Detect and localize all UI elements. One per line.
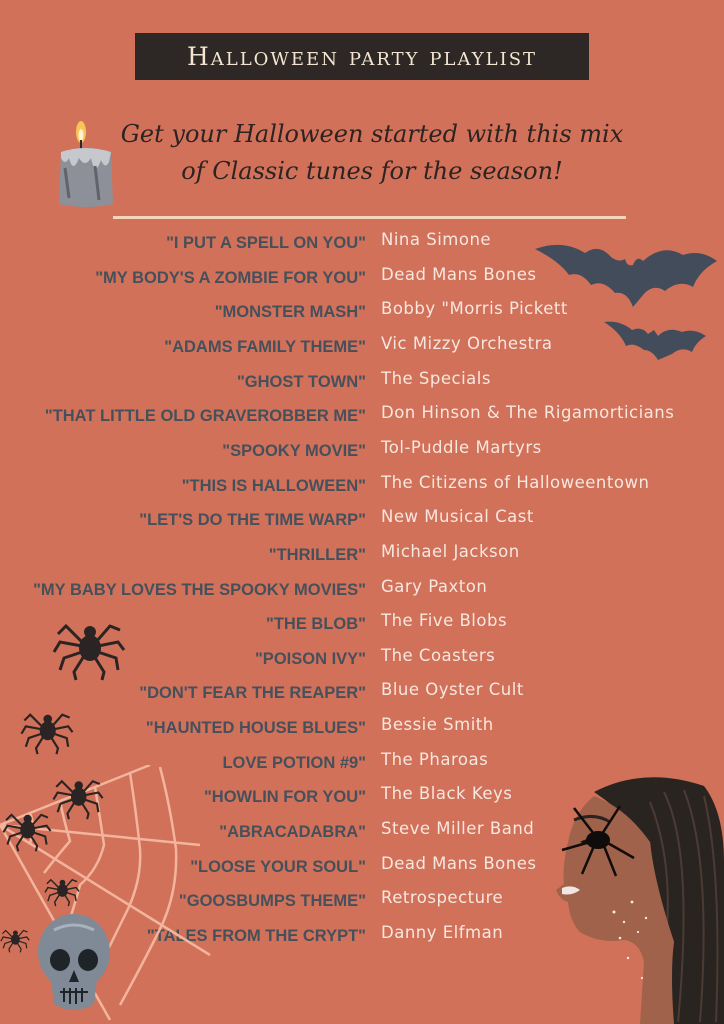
song-title: "TALES FROM THE CRYPT" [146, 927, 366, 945]
song-title: "MY BODY'S A ZOMBIE FOR YOU" [95, 268, 366, 287]
artist-name: The Specials [381, 368, 491, 388]
artist-name: New Musical Cast [381, 507, 534, 527]
song-title: "THE BLOB" [266, 615, 366, 634]
artist-name: Gary Paxton [381, 576, 488, 596]
spider-icon [2, 804, 52, 854]
artist-name: Dead Mans Bones [381, 264, 537, 284]
divider [113, 216, 626, 219]
artist-name: Nina Simone [381, 230, 492, 249]
spider-icon [52, 770, 104, 822]
song-title: "MY BABY LOVES THE SPOOKY MOVIES" [33, 580, 366, 599]
artist-name: Danny Elfman [381, 923, 504, 942]
song-title: "DON'T FEAR THE REAPER" [139, 684, 366, 703]
artist-name: Bobby "Morris Pickett [381, 299, 568, 319]
spider-icon [52, 612, 126, 682]
song-title: "MONSTER MASH" [214, 303, 366, 322]
intro-text [102, 116, 642, 190]
song-title: "HAUNTED HOUSE BLUES" [145, 719, 366, 738]
skull-icon [34, 912, 114, 1016]
artist-name: Don Hinson & The Rigamorticians [381, 403, 675, 423]
artist-name: Michael Jackson [381, 541, 520, 561]
song-title: "GOOSBUMPS THEME" [178, 892, 366, 911]
woman-illustration [554, 772, 724, 1024]
artist-name: The Citizens of Halloweentown [381, 472, 650, 492]
song-title: LOVE POTION #9" [222, 753, 366, 772]
song-title: "LOOSE YOUR SOUL" [190, 857, 366, 876]
song-title: "LET'S DO THE TIME WARP" [139, 511, 366, 530]
artist-name: Steve Miller Band [381, 819, 535, 839]
song-title: "GHOST TOWN" [236, 372, 366, 391]
song-title: "THAT LITTLE OLD GRAVEROBBER ME" [44, 407, 366, 426]
bat-icon [602, 318, 708, 362]
intro-line-1: Get your Halloween started with this mix [120, 120, 624, 148]
song-title: "ADAMS FAMILY THEME" [164, 337, 366, 356]
song-title: "POISON IVY" [254, 649, 366, 668]
song-title: "THRILLER" [268, 545, 366, 564]
artist-name: The Five Blobs [381, 611, 508, 631]
artist-name: The Pharoas [381, 749, 489, 769]
artist-name: The Black Keys [381, 784, 513, 804]
intro-line-2: of Classic tunes for the season! [181, 157, 563, 185]
song-title: "HOWLIN FOR YOU" [203, 788, 366, 807]
spider-icon [20, 703, 74, 757]
spider-icon [44, 872, 80, 908]
artist-name: Bessie Smith [381, 715, 494, 735]
artist-name: Vic Mizzy Orchestra [381, 333, 553, 353]
song-title: "THIS IS HALLOWEEN" [181, 476, 366, 495]
artist-name: Blue Oyster Cult [381, 680, 524, 700]
title-banner [135, 33, 589, 80]
bat-icon [533, 235, 719, 311]
song-title: "I PUT A SPELL ON YOU" [166, 234, 366, 252]
page-title: Halloween party playlist [186, 42, 538, 71]
artist-name: The Coasters [381, 645, 496, 665]
song-title: "SPOOKY MOVIE" [222, 441, 366, 460]
artist-name: Retrospecture [381, 888, 504, 908]
artist-name: Dead Mans Bones [381, 853, 537, 873]
artist-name: Tol-Puddle Martyrs [381, 437, 542, 457]
spider-icon [0, 924, 30, 954]
song-title: "ABRACADABRA" [219, 823, 366, 842]
